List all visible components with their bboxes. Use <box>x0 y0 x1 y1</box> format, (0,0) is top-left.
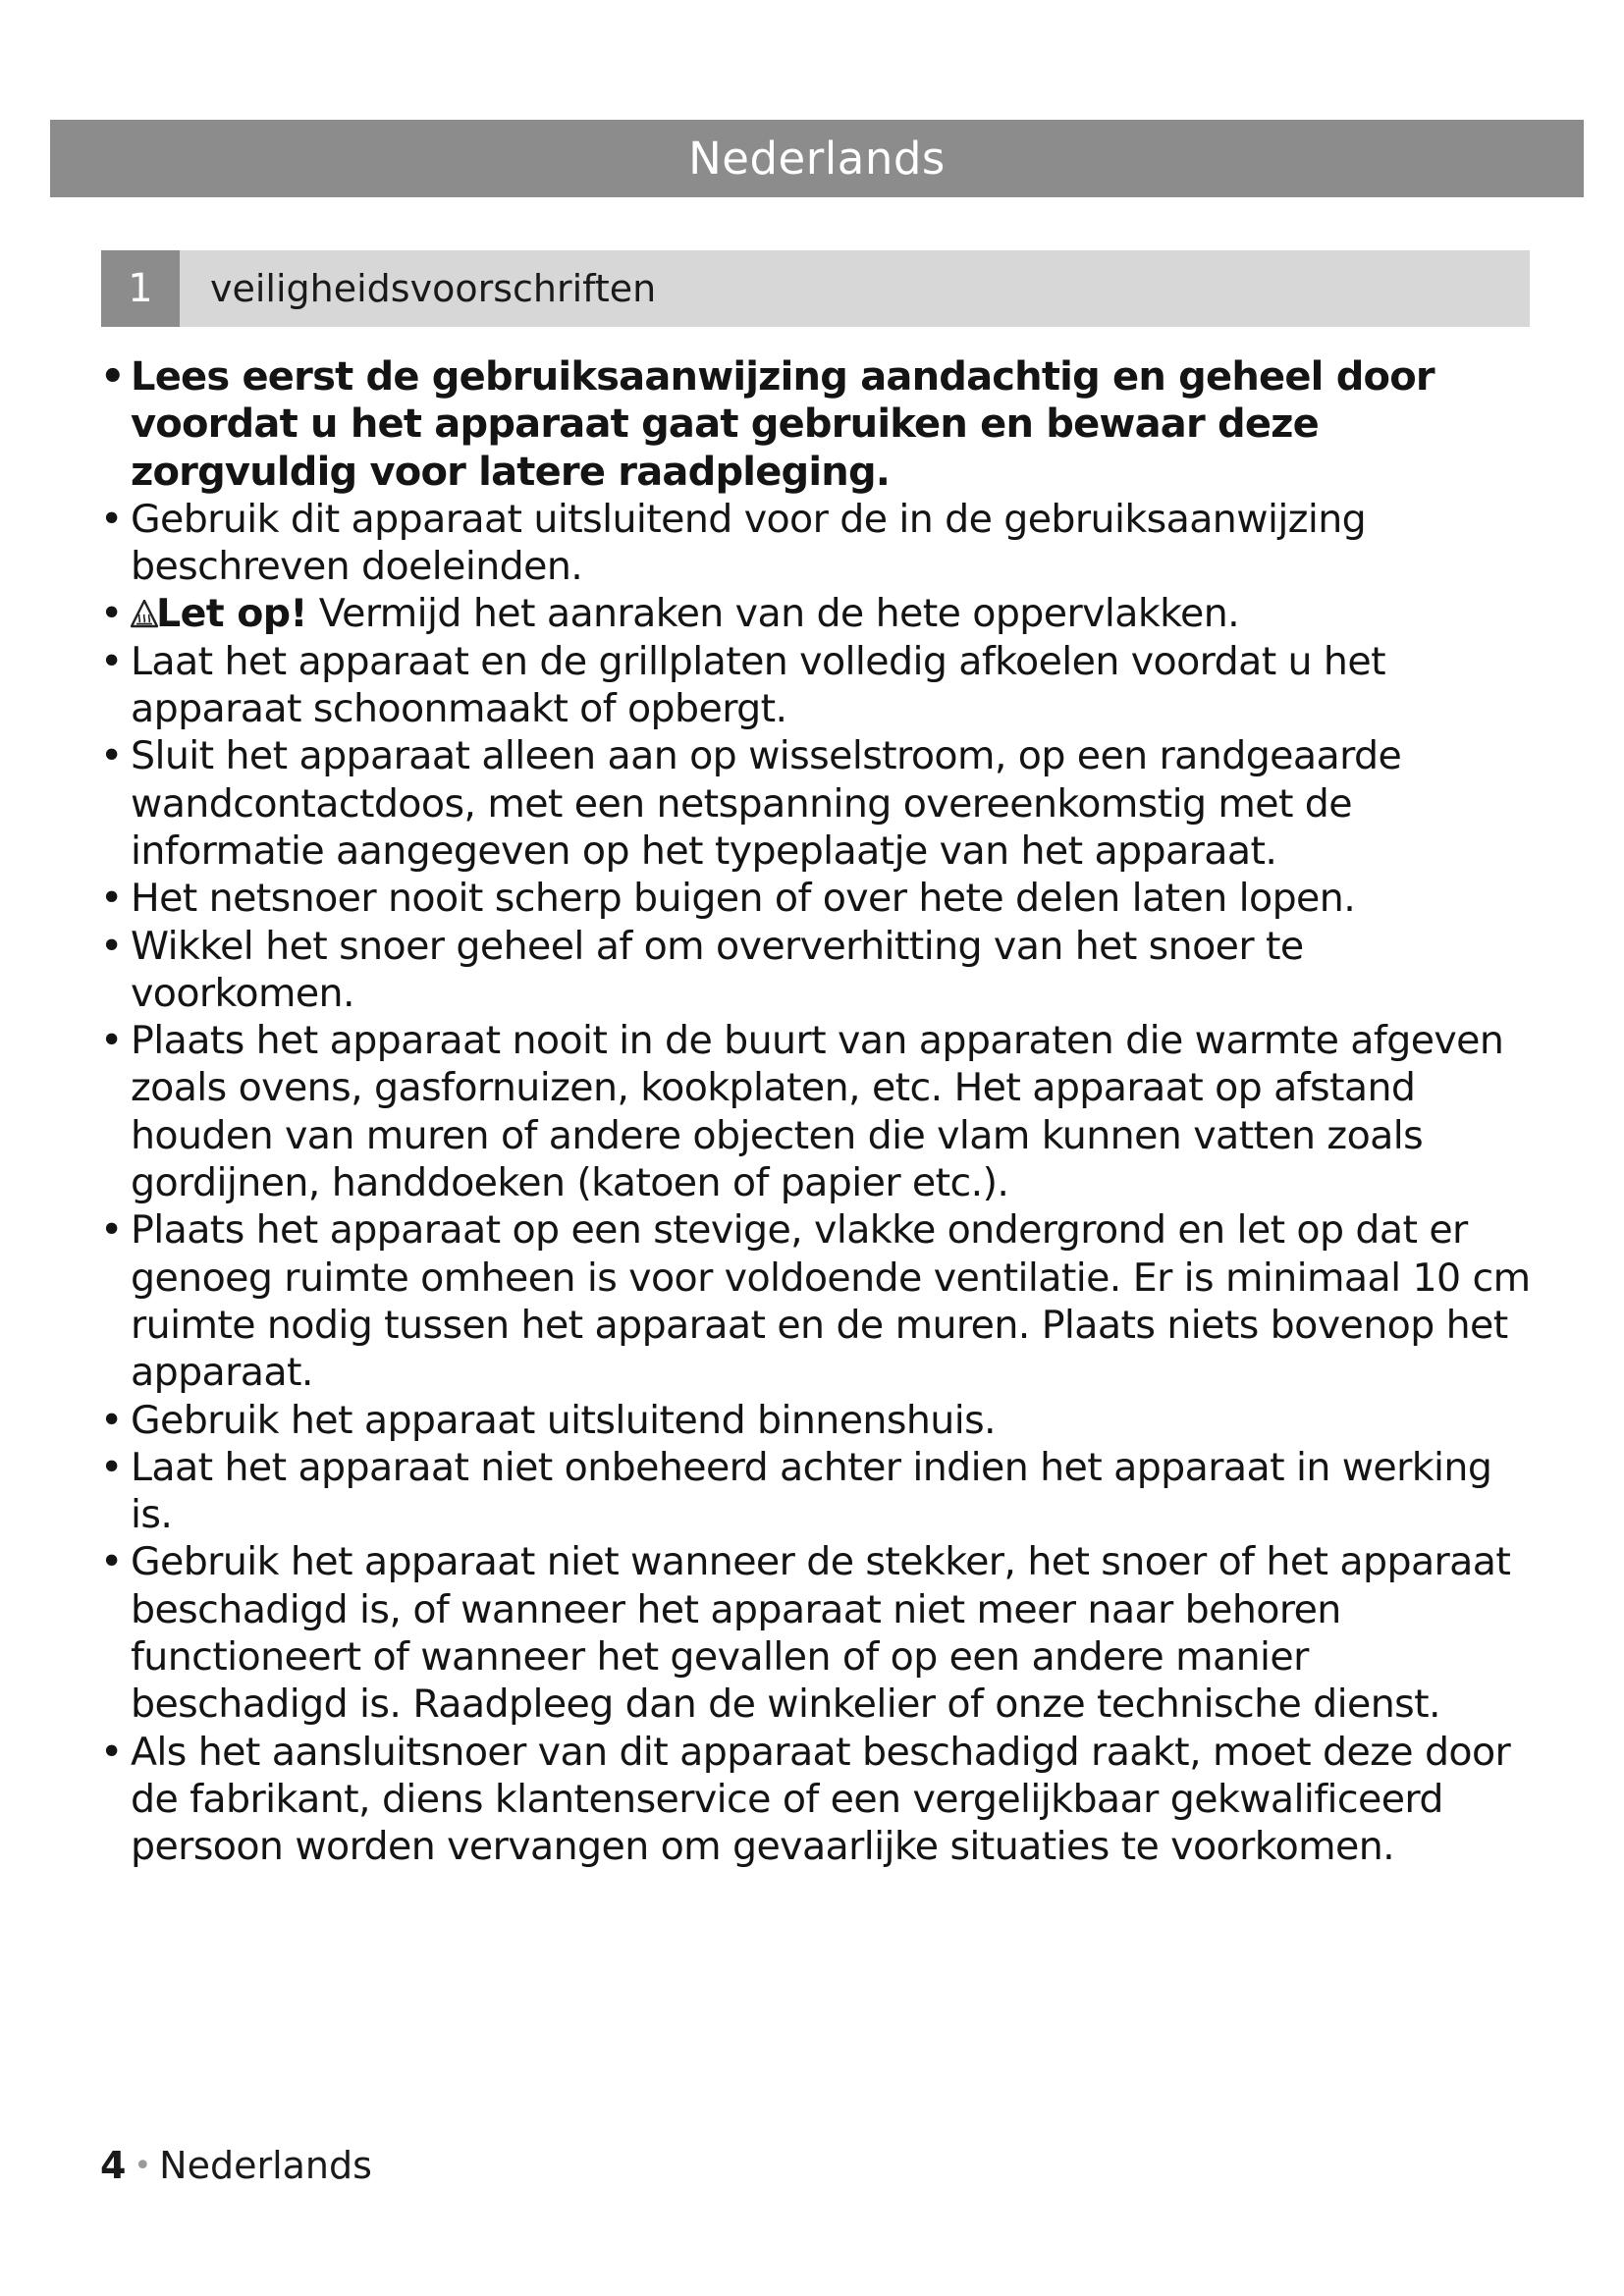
section-title: veiligheidsvoorschriften <box>210 267 657 310</box>
hot-surface-warning-icon <box>131 600 158 629</box>
rule-intended-use: • Gebruik dit apparaat uitsluitend voor de in de gebruiksaanwijzing beschreven doeleinden. <box>98 496 1532 591</box>
rule-indoor-use: • Gebruik het apparaat uitsluitend binnenshuis. <box>98 1397 1532 1444</box>
rule-read-manual: • Lees eerst de gebruiksaanwijzing aandachtig en geheel door voordat u het apparaat gaat gebruiken en bewaar deze zorgvuldig voor latere raadpleging. <box>98 353 1532 496</box>
language-banner <box>50 120 1584 197</box>
warning-prefix-text: Let op! <box>156 591 307 637</box>
footer-separator: • <box>134 2148 152 2183</box>
section-header <box>101 250 1530 327</box>
rule-cord-replacement: • Als het aansluitsnoer van dit apparaat beschadigd raakt, moet deze door de fabrikant, diens klantenservice of een vergelijkbaar gekwalificeerd persoon worden vervangen om gevaarlijke situaties te voorkomen. <box>98 1729 1532 1871</box>
rule-damaged: • Gebruik het apparaat niet wanneer de stekker, het snoer of het apparaat beschadigd is, of wanneer het apparaat niet meer naar behoren functioneert of wanneer het gevallen of op een andere manier beschadigd is. Raadpleeg dan de winkelier of onze technische dienst. <box>98 1538 1532 1728</box>
rule-unattended: • Laat het apparaat niet onbeheerd achter indien het apparaat in werking is. <box>98 1444 1532 1539</box>
rule-unwind-cord: • Wikkel het snoer geheel af om oververhitting van het snoer te voorkomen. <box>98 923 1532 1018</box>
rules-list <box>98 353 1532 1871</box>
rule-cool-down: • Laat het apparaat en de grillplaten volledig afkoelen voordat u het apparaat schoonmaakt of opbergt. <box>98 638 1532 733</box>
rule-placement-surface: • Plaats het apparaat op een stevige, vlakke ondergrond en let op dat er genoeg ruimte omheen is voor voldoende ventilatie. Er is minimaal 10 cm ruimte nodig tussen het apparaat en de muren. Plaats niets bovenop het apparaat. <box>98 1206 1532 1396</box>
rule-hot-surfaces-text: Vermijd het aanraken van de hete oppervlakken. <box>318 591 1240 637</box>
page-number: 4 <box>100 2144 127 2187</box>
warning-label <box>131 591 307 636</box>
safety-rules <box>98 353 1532 1871</box>
rule-power-supply: • Sluit het apparaat alleen aan op wisselstroom, op een randgeaarde wandcontactdoos, met een netspanning overeenkomstig met de informatie aangegeven op het typeplaatje van het apparaat. <box>98 732 1532 875</box>
rule-hot-surfaces <box>98 590 1532 637</box>
rule-placement-heat: • Plaats het apparaat nooit in de buurt van apparaten die warmte afgeven zoals ovens, gasfornuizen, kookplaten, etc. Het apparaat op afstand houden van muren of andere objecten die vlam kunnen vatten zoals gordijnen, handdoeken (katoen of papier etc.). <box>98 1017 1532 1206</box>
page-footer <box>100 2144 372 2187</box>
language-title: Nederlands <box>688 133 946 185</box>
footer-language: Nederlands <box>159 2144 372 2187</box>
section-number: 1 <box>101 250 180 327</box>
rule-cord-bending: • Het netsnoer nooit scherp buigen of over hete delen laten lopen. <box>98 875 1532 922</box>
